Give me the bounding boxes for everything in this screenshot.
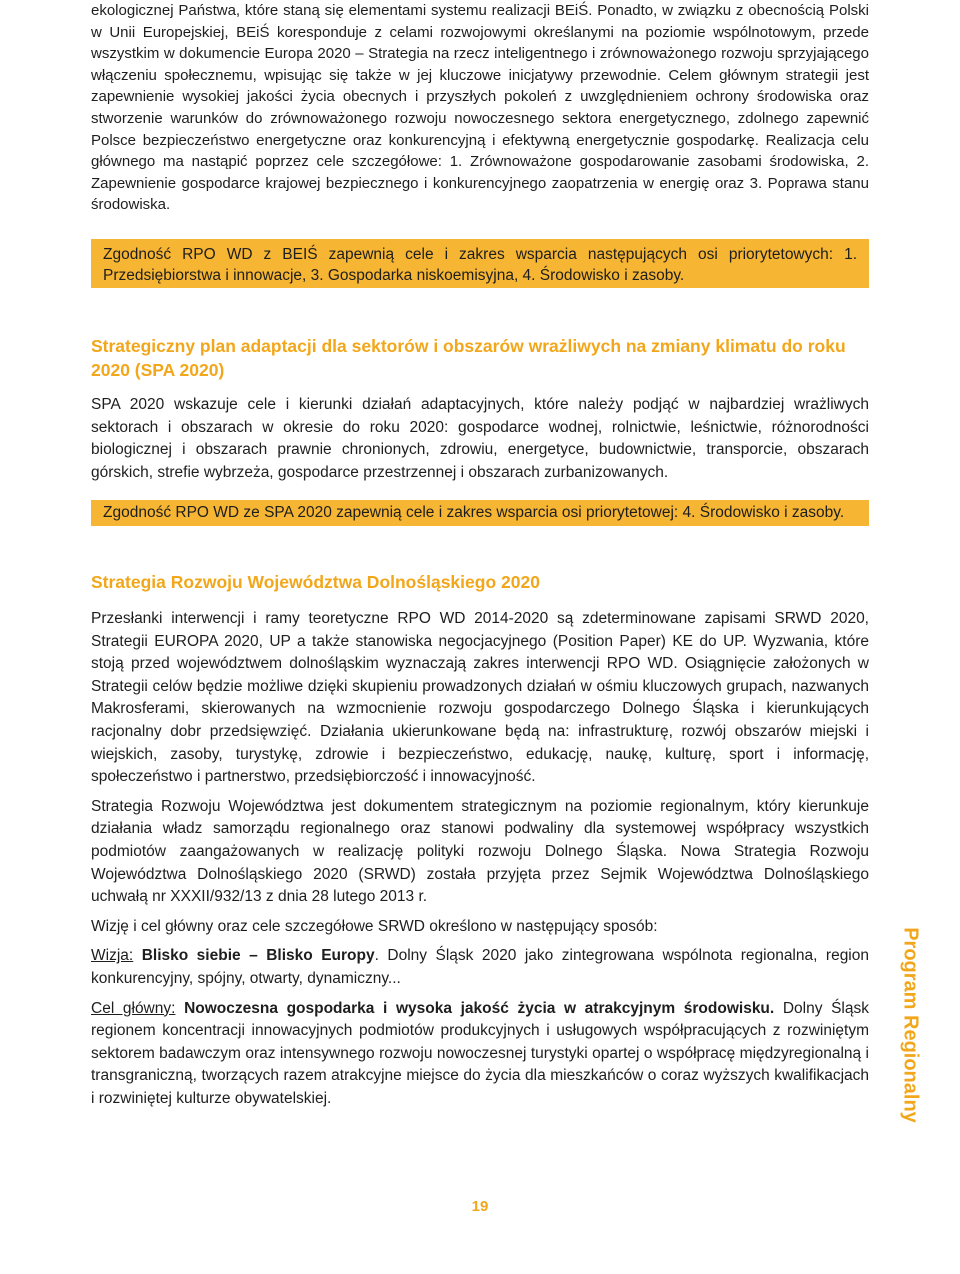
goal-label: Cel główny: xyxy=(91,999,176,1017)
spa-heading: Strategiczny plan adaptacji dla sektorów i obszarów wrażliwych na zmiany klimatu do roku 2020 (SPA 2020) xyxy=(91,336,846,380)
page-number: 19 xyxy=(471,1198,489,1215)
spa-section xyxy=(91,394,869,484)
goal-text: Dolny Śląsk regionem koncentracji innowacyjnych podmiotów produkcyjnych i usługowych współpracujących z rozwiniętym sektorem badawczym oraz intensywnego rozwoju nowoczesnej turystyki opartej o współpracę międzyregionalną i transgraniczną, tworzących razem atrakcyjne miejsce do życia dla mieszkańców o coraz wyższych kwalifikacjach i rozwiniętej kulturze obywatelskiej. xyxy=(91,999,869,1107)
srwd-main-goal xyxy=(91,998,869,1111)
srwd-paragraph-1: Przesłanki interwencji i ramy teoretyczne RPO WD 2014-2020 są zdeterminowane zapisami SRWD 2020, Strategii EUROPA 2020, UP a także stanowiska negocjacyjnego (Position Paper) KE do UP. Wyzwania, które stoją przed województwem dolnośląskim wyznaczają zakres interwencji RPO WD. Osiągnięcie założonych w Strategii celów będzie możliwe dzięki skupieniu prowadzonych działań w ośmiu kluczowych grupach, nazwanych Makrosferami, skierowanych na wzmocnienie rozwoju gospodarczego Dolnego Śląska i kierunkujących racjonalny dobr przedsięwzięć. Działania ukierunkowane będą na: infrastrukturę, rozwój obszarów miejski i wiejskich, zasoby, turystykę, zdrowie i bezpieczeństwo, edukację, naukę, kulturę, sport i informację, społeczeństwo i partnerstwo, przedsiębiorczość i innowacyjność. xyxy=(91,610,869,786)
intro-paragraph: ekologicznej Państwa, które staną się elementami systemu realizacji BEiŚ. Ponadto, w związku z obecnością Polski w Unii Europejskiej, BEiŚ koresponduje z celami rozwojowymi określanymi na poziomie wspólnotowym, przede wszystkim w dokumencie Europa 2020 – Strategia na rzecz inteligentnego i zrównoważonego rozwoju sprzyjającego włączeniu społecznemu, wpisując się także w jej kluczowe inicjatywy przewodnie. Celem głównym strategii jest zapewnienie wysokiej jakości życia obecnych i przyszłych pokoleń z uwzględnieniem ochrony środowiska oraz stworzenie warunków do zrównoważonego rozwoju nowoczesnego sektora energetycznego, zdolnego zapewnić Polsce bezpieczeństwo energetyczne oraz konkurencyjną i efektywną energetycznie gospodarkę. Realizacja celu głównego ma nastąpić poprzez cele szczegółowe: 1. Zrównoważone gospodarowanie zasobami środowiska, 2. Zapewnienie gospodarce krajowej bezpiecznego i konkurencyjnego zaopatrzenia w energię oraz 3. Poprawa stanu środowiska. xyxy=(91,2,869,214)
spa-paragraph: SPA 2020 wskazuje cele i kierunki działań adaptacyjnych, które należy podjąć w najbardziej wrażliwych sektorach i obszarach w okresie do roku 2020: gospodarce wodnej, rolnictwie, leśnictwie, różnorodności biologicznej i obszarach prawnie chronionych, zdrowiu, energetyce, budownictwie, transporcie, obszarach górskich, strefie wybrzeża, gospodarce przestrzennej i obszarach zurbanizowanych. xyxy=(91,396,869,481)
compliance-box-beis: Zgodność RPO WD z BEIŚ zapewnią cele i zakres wsparcia następujących osi priorytetowych: 1. Przedsiębiorstwa i innowacje, 3. Gospodarka niskoemisyjna, 4. Środowisko i zasoby. xyxy=(91,239,869,288)
srwd-vision xyxy=(91,945,869,990)
vision-title: Blisko siebie – Blisko Europy xyxy=(141,947,375,965)
srwd-heading: Strategia Rozwoju Województwa Dolnośląskiego 2020 xyxy=(91,572,540,592)
vision-label: Wizja: xyxy=(91,947,134,965)
srwd-paragraph-3: Wizję i cel główny oraz cele szczegółowe SRWD określono w następujący sposób: xyxy=(91,917,658,935)
vision-text: . Dolny Śląsk 2020 jako zintegrowana wspólnota regionalna, region konkurencyjny, spójny, otwarty, dynamiczny... xyxy=(91,947,869,987)
side-label xyxy=(880,927,940,1123)
srwd-paragraph-2: Strategia Rozwoju Województwa jest dokumentem strategicznym na poziomie regionalnym, który kierunkuje działania władz samorządu regionalnego oraz stanowi podwaliny dla systemowej współpracy wszystkich podmiotów zaangażowanych w realizację polityki rozwoju Dolnego Śląska. Nowa Strategia Rozwoju Województwa Dolnośląskiego 2020 (SRWD) została przyjęta przez Sejmik Województwa Dolnośląskiego uchwałą nr XXXII/932/13 z dnia 28 lutego 2013 r. xyxy=(91,797,869,906)
compliance-box-spa: Zgodność RPO WD ze SPA 2020 zapewnią cele i zakres wsparcia osi priorytetowej: 4. Środowisko i zasoby. xyxy=(91,500,869,526)
side-label-text: Program Regionalny xyxy=(899,927,922,1123)
goal-title: Nowoczesna gospodarka i wysoka jakość życia w atrakcyjnym środowisku. xyxy=(184,999,775,1017)
intro-section xyxy=(91,0,869,216)
srwd-section xyxy=(91,608,869,1110)
